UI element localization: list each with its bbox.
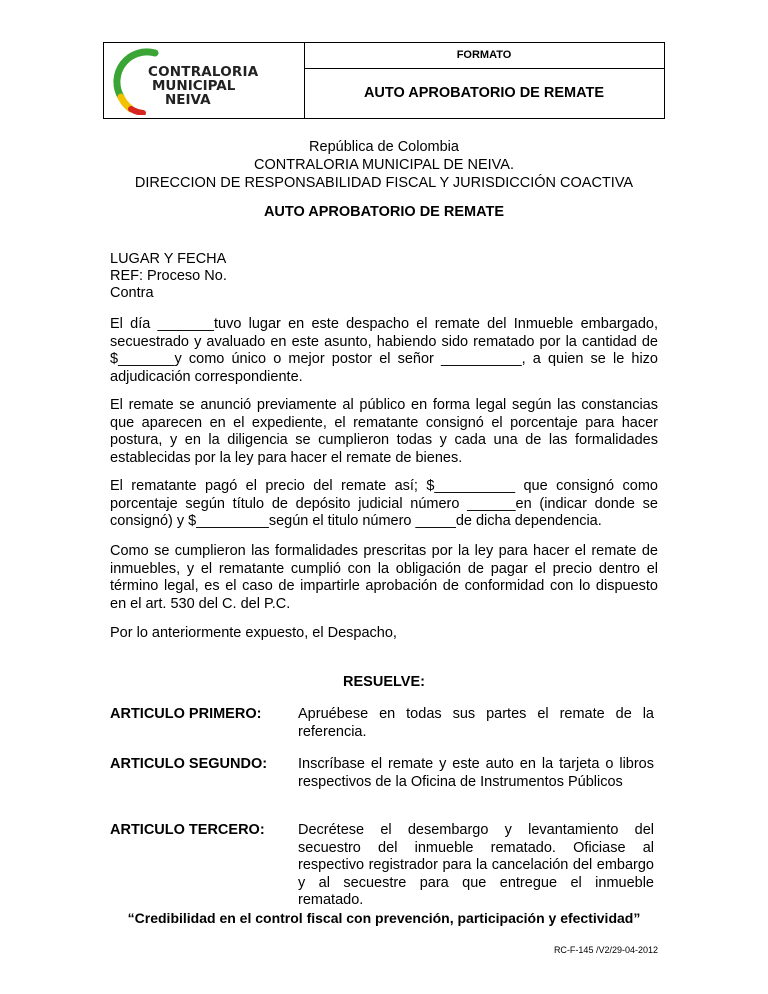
auto-title: AUTO APROBATORIO DE REMATE — [263, 204, 505, 220]
article-text: Inscríbase el remate y este auto en la tarjeta o libros respectivos de la Oficina de Instrumentos Públicos — [298, 756, 654, 790]
process-ref: REF: Proceso No. — [110, 268, 227, 284]
against-line: Contra — [110, 285, 154, 301]
article-label: ARTICULO SEGUNDO: — [110, 756, 268, 772]
article-label: ARTICULO TERCERO: — [110, 822, 265, 838]
place-date: LUGAR Y FECHA — [110, 251, 227, 267]
header-table — [103, 42, 665, 119]
article-text: Decrétese el desembargo y levantamiento del secuestro del inmueble rematado. Oficiase al respectivo registrador para la cancelación del embargo y al secuestre para que entregue el inmueble rematado. — [298, 822, 654, 908]
form-code: RC-F-145 /V2/29-04-2012 — [553, 945, 658, 955]
paragraph-5: Por lo anteriormente expuesto, el Despacho, — [110, 625, 397, 641]
footer-slogan: “Credibilidad en el control fiscal con prevención, participación y efectividad” — [127, 910, 641, 926]
article-text: Apruébese en todas sus partes el remate de la referencia. — [298, 706, 654, 740]
logo-cell — [104, 43, 305, 118]
paragraph-4: Como se cumplieron las formalidades prescritas por la ley para hacer el remate de inmuebles, y el rematante cumplió con la obligación de pagar el precio dentro el término legal, es el caso de impartirle aprobación de conformidad con lo dispuesto en el art. 530 del C. del P.C. — [110, 543, 658, 612]
paragraph-3: El rematante pagó el precio del remate así; $__________ que consignó como porcentaje según título de depósito judicial número ______en (indicar donde se consignó) y $_________según el titulo número _____de dicha dependencia. — [110, 478, 658, 529]
format-label: FORMATO — [304, 43, 664, 69]
resolve-heading: RESUELVE: — [343, 674, 425, 690]
logo-line-3: NEIVA — [165, 92, 211, 108]
logo-line-1: CONTRALORIA — [148, 64, 259, 80]
article-label: ARTICULO PRIMERO: — [110, 706, 262, 722]
paragraph-2: El remate se anunció previamente al público en forma legal según las constancias que aparecen en el expediente, el rematante consignó el porcentaje para hacer postura, y en la diligencia se cumplieron todas y cada una de las formalidades establecidas por la ley para hacer el remate de bienes. — [110, 397, 658, 466]
entity-line: CONTRALORIA MUNICIPAL DE NEIVA. — [254, 157, 514, 173]
direction-line: DIRECCION DE RESPONSABILIDAD FISCAL Y JURISDICCIÓN COACTIVA — [134, 175, 634, 191]
paragraph-1: El día _______tuvo lugar en este despacho el remate del Inmueble embargado, secuestrado y avaluado en este asunto, habiendo sido rematado por la cantidad de $_______y como único o mejor postor el señor __________, a quien se le hizo adjudicación correspondiente. — [110, 316, 658, 385]
country-line: República de Colombia — [309, 139, 459, 155]
logo-line-2: MUNICIPAL — [152, 78, 236, 94]
document-title: AUTO APROBATORIO DE REMATE — [363, 85, 605, 101]
